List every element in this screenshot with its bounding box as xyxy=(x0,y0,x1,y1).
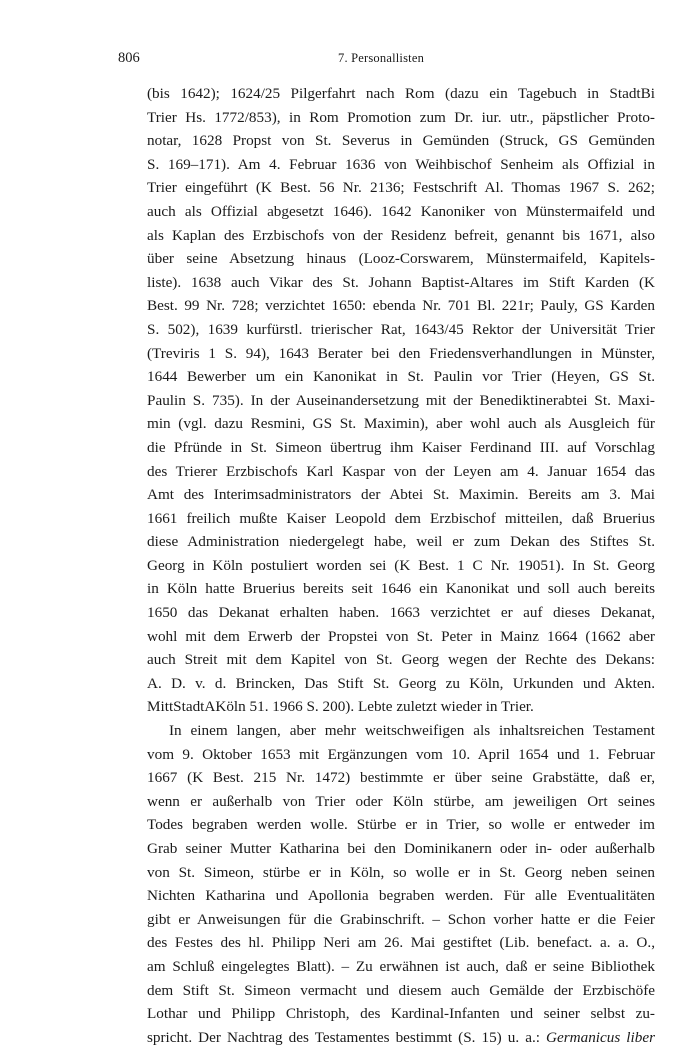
text-line: MittStadtAKöln 51. 1966 S. 200). Lebte zuletzt wieder in Trier. xyxy=(147,698,534,716)
text-line: 1644 Bewerber um ein Kanonikat in St. Paulin vor Trier (Heyen, GS St. xyxy=(147,368,655,386)
text-line: des Festes des hl. Philipp Neri am 26. Mai gestiftet (Lib. benefact. a. a. O., xyxy=(147,934,655,952)
text-line: 1650 das Dekanat erhalten haben. 1663 verzichtet er auf dieses Dekanat, xyxy=(147,604,655,622)
text-line: notar, 1628 Propst von St. Severus in Gemünden (Struck, GS Gemünden xyxy=(147,132,655,150)
text-line: am Schluß eingelegtes Blatt). – Zu erwähnen ist auch, daß er seine Bibliothek xyxy=(147,957,655,975)
text-line: die Pfründe in St. Simeon übertrug ihm Kaiser Ferdinand III. auf Vorschlag xyxy=(147,438,655,456)
text-line: auch als Offizial abgesetzt 1646). 1642 Kanoniker von Münstermaifeld und xyxy=(147,202,655,220)
text-line: In einem langen, aber mehr weitschweifigen als inhaltsreichen Testament xyxy=(169,722,655,740)
text-line: Paulin S. 735). In der Auseinandersetzung mit der Benediktinerabtei St. Maxi- xyxy=(147,391,655,409)
final-line-italic: Germanicus liber xyxy=(546,1028,655,1046)
text-line: über seine Absetzung hinaus (Looz-Corswarem, Münstermaifeld, Kapitels- xyxy=(147,250,655,268)
text-line: Amt des Interimsadministrators der Abtei St. Maximin. Bereits am 3. Mai xyxy=(147,486,655,504)
paragraph-1 xyxy=(147,82,655,719)
final-line-roman: spricht. Der Nachtrag des Testamentes bestimmt (S. 15) u. a.: xyxy=(147,1028,547,1046)
text-line: (bis 1642); 1624/25 Pilgerfahrt nach Rom (dazu ein Tagebuch in StadtBi xyxy=(147,85,655,102)
text-line: in Köln hatte Bruerius bereits seit 1646 ein Kanonikat und soll auch bereits xyxy=(147,580,655,598)
text-line-final xyxy=(147,1026,655,1049)
text-line: liste). 1638 auch Vikar des St. Johann Baptist-Altares im Stift Karden (K xyxy=(147,273,655,291)
text-line: min (vgl. dazu Resmini, GS St. Maximin), aber wohl auch als Ausgleich für xyxy=(147,415,655,433)
text-line: auch Streit mit dem Kapitel von St. Georg wegen der Rechte des Dekans: xyxy=(147,651,655,669)
text-line: vom 9. Oktober 1653 mit Ergänzungen vom 10. April 1654 und 1. Februar xyxy=(147,745,655,763)
text-line: Grab seiner Mutter Katharina bei den Dominikanern oder in- oder außerhalb xyxy=(147,840,655,857)
text-line: von St. Simeon, stürbe er in Köln, so wolle er in St. Georg neben seinen xyxy=(147,863,655,881)
text-line: wenn er außerhalb von Trier oder Köln stürbe, am jeweiligen Ort seines xyxy=(147,792,655,810)
page-header xyxy=(118,50,658,72)
text-line: S. 502), 1639 kurfürstl. trierischer Rat, 1643/45 Rektor der Universität Trier xyxy=(147,320,655,338)
text-line: wohl mit dem Erwerb der Propstei von St. Peter in Mainz 1664 (1662 aber xyxy=(147,627,655,645)
text-line: gibt er Anweisungen für die Grabinschrift. – Schon vorher hatte er die Feier xyxy=(147,910,655,928)
text-line: Trier Hs. 1772/853), in Rom Promotion zum Dr. iur. utr., päpstlicher Proto- xyxy=(147,108,655,126)
text-line: A. D. v. d. Brincken, Das Stift St. Georg zu Köln, Urkunden und Akten. xyxy=(147,674,655,692)
body-text xyxy=(147,82,655,1049)
page-number: 806 xyxy=(118,50,140,66)
text-line: Best. 99 Nr. 728; verzichtet 1650: ebenda Nr. 701 Bl. 221r; Pauly, GS Karden xyxy=(147,297,655,315)
paragraph-2 xyxy=(147,719,655,1049)
text-line: dem Stift St. Simeon vermacht und diesem auch Gemälde der Erzbischöfe xyxy=(147,981,655,999)
text-line: diese Administration niedergelegt habe, weil er zum Dekan des Stiftes St. xyxy=(147,533,655,551)
text-line: Todes begraben werden wolle. Stürbe er in Trier, so wolle er entweder im xyxy=(147,816,655,834)
text-line: (Treviris 1 S. 94), 1643 Berater bei den Friedensverhandlungen in Münster, xyxy=(147,344,655,362)
text-line: 1661 freilich mußte Kaiser Leopold dem Erzbischof mitteilen, daß Bruerius xyxy=(147,509,655,527)
text-line: 1667 (K Best. 215 Nr. 1472) bestimmte er über seine Grabstätte, daß er, xyxy=(147,769,655,787)
text-line: S. 169–171). Am 4. Februar 1636 von Weihbischof Senheim als Offizial in xyxy=(147,155,655,173)
text-line: Nichten Katharina und Apollonia begraben werden. Für alle Eventualitäten xyxy=(147,887,655,905)
text-line: des Trierer Erzbischofs Karl Kaspar von der Leyen am 4. Januar 1654 das xyxy=(147,462,655,480)
text-line: Trier eingeführt (K Best. 56 Nr. 2136; Festschrift Al. Thomas 1967 S. 262; xyxy=(147,179,655,197)
text-line: Lothar und Philipp Christoph, des Kardinal-Infanten und seiner selbst zu- xyxy=(147,1005,655,1023)
text-line: als Kaplan des Erzbischofs von der Residenz befreit, genannt bis 1671, also xyxy=(147,226,655,244)
text-line: Georg in Köln postuliert worden sei (K Best. 1 C Nr. 19051). In St. Georg xyxy=(147,556,655,574)
running-head: 7. Personallisten xyxy=(338,51,425,65)
